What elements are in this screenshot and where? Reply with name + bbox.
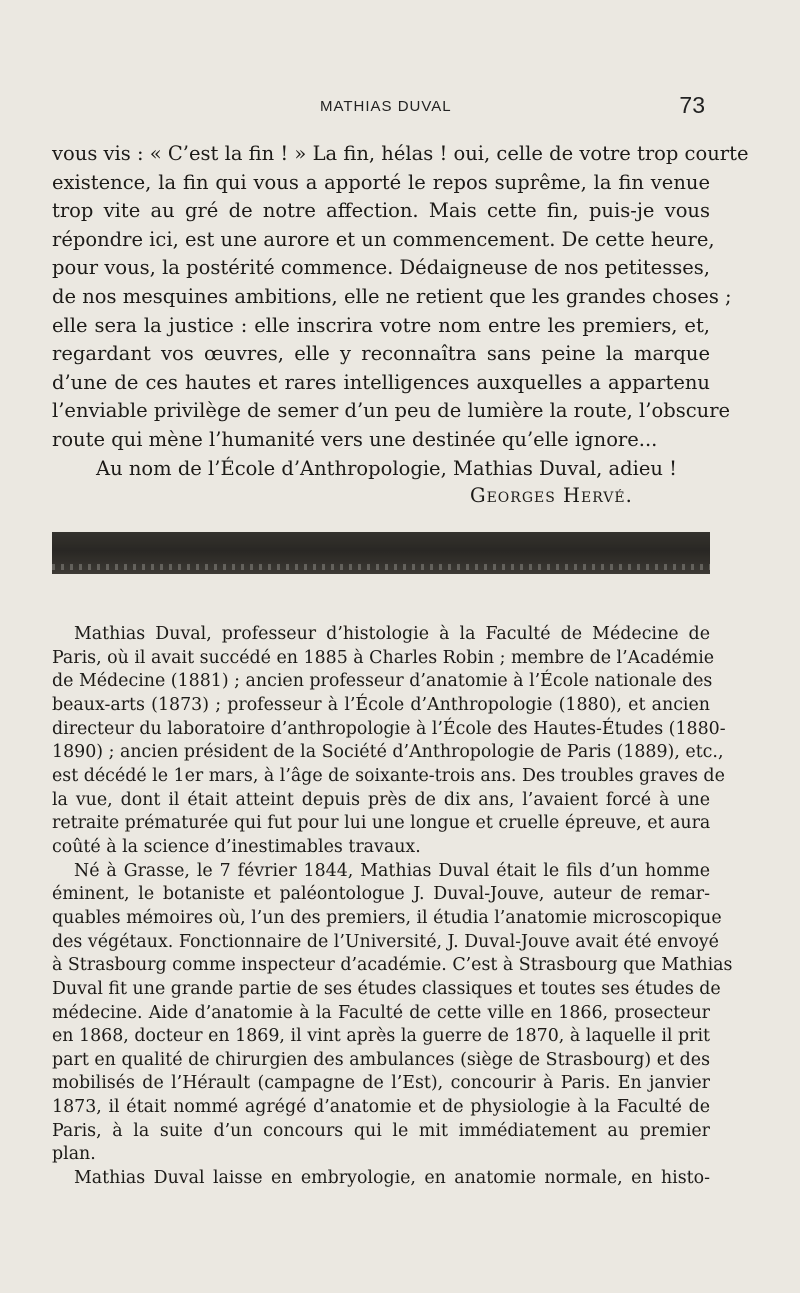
text-line: Au nom de l’École d’Anthropologie, Mathias Duval, adieu ! [96, 456, 677, 480]
text-line: elle sera la justice : elle inscrira votre nom entre les premiers, et, [52, 313, 710, 337]
text-line: beaux-arts (1873) ; professeur à l’École d’Anthropologie (1880), et ancien [52, 694, 710, 715]
text-line: Mathias Duval, professeur d’histologie à la Faculté de Médecine de [74, 624, 710, 644]
biography-paragraph-3 [52, 1167, 710, 1191]
running-title: MATHIAS DUVAL [320, 98, 452, 115]
text-line: existence, la fin qui vous a apporté le repos suprême, la fin venue [52, 170, 710, 194]
text-line: l’enviable privilège de semer d’un peu de lumière la route, l’obscure [52, 399, 731, 423]
text-line: Paris, à la suite d’un concours qui le mit immédiatement au premier [52, 1120, 710, 1141]
text-line: 1873, il était nommé agrégé d’anatomie et de physiologie à la Faculté de [52, 1097, 710, 1118]
text-line: pour vous, la postérité commence. Dédaigneuse de nos petitesses, [52, 256, 710, 280]
eulogy-text [52, 140, 749, 483]
text-line: médecine. Aide d’anatomie à la Faculté de cette ville en 1866, prosecteur [52, 1002, 710, 1023]
text-line: en 1868, docteur en 1869, il vint après la guerre de 1870, à laquelle il prit [52, 1026, 710, 1047]
page-number: 73 [679, 92, 705, 118]
text-line: mobilisés de l’Hérault (campagne de l’Est), concourir à Paris. En janvier [52, 1073, 710, 1094]
text-line: Né à Grasse, le 7 février 1844, Mathias Duval était le fils d’un homme [74, 860, 710, 881]
text-line: route qui mène l’humanité vers une destinée qu’elle ignore... [52, 427, 658, 451]
eulogy-paragraph [52, 140, 749, 455]
text-line: trop vite au gré de notre affection. Mais cette fin, puis-je vous [52, 199, 710, 223]
text-line: vous vis : « C’est la fin ! » La fin, hélas ! oui, celle de votre trop courte [52, 142, 749, 165]
text-line: regardant vos œuvres, elle y reconnaîtra sans peine la marque [52, 342, 710, 366]
text-line: à Strasbourg comme inspecteur d’académie. C’est à Strasbourg que Mathias [52, 955, 733, 976]
text-line: coûté à la science d’inestimables travaux. [52, 836, 421, 857]
signature: Georges Hervé. [470, 484, 633, 507]
text-line: directeur du laboratoire d’anthropologie à l’École des Hautes-Études (1880- [52, 718, 726, 739]
biography-text [52, 623, 733, 1191]
text-line: de nos mesquines ambitions, elle ne retient que les grandes choses ; [52, 284, 732, 308]
page-header [0, 92, 800, 122]
biography-paragraph-2 [52, 860, 733, 1168]
text-line: Mathias Duval laisse en embryologie, en anatomie normale, en histo- [74, 1168, 710, 1189]
text-line: des végétaux. Fonctionnaire de l’Université, J. Duval-Jouve avait été envoyé [52, 931, 719, 952]
text-line: quables mémoires où, l’un des premiers, il étudia l’anatomie microscopique [52, 907, 722, 928]
text-line: Paris, où il avait succédé en 1885 à Charles Robin ; membre de l’Académie [52, 647, 715, 668]
text-line: la vue, dont il était atteint depuis près de dix ans, l’avaient forcé à une [52, 789, 710, 810]
text-line: de Médecine (1881) ; ancien professeur d’anatomie à l’École nationale des [52, 671, 713, 692]
text-line: 1890) ; ancien président de la Société d’Anthropologie de Paris (1889), etc., [52, 742, 724, 763]
text-line: Duval fit une grande partie de ses études classiques et toutes ses études de [52, 978, 721, 999]
biography-paragraph-1 [52, 623, 726, 860]
text-line: part en qualité de chirurgien des ambulances (siège de Strasbourg) et des [52, 1049, 710, 1070]
text-line: éminent, le botaniste et paléontologue J. Duval-Jouve, auteur de remar- [52, 884, 710, 905]
text-line: est décédé le 1er mars, à l’âge de soixante-trois ans. Des troubles graves de [52, 765, 725, 786]
eulogy-closing [52, 455, 710, 484]
text-line: plan. [52, 1144, 96, 1165]
text-line: d’une de ces hautes et rares intelligences auxquelles a appartenu [52, 370, 710, 394]
text-line: retraite prématurée qui fut pour lui une longue et cruelle épreuve, et aura [52, 813, 711, 834]
text-line: répondre ici, est une aurore et un commencement. De cette heure, [52, 227, 715, 251]
section-divider [52, 532, 710, 574]
